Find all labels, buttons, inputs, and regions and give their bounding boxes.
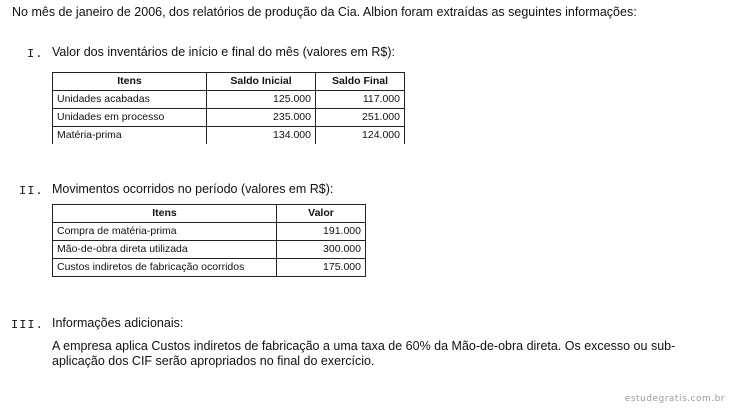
section-3-title: Informações adicionais: <box>52 316 184 330</box>
row-item: Compra de matéria-prima <box>53 223 277 241</box>
table-row <box>53 259 366 277</box>
table-header-row <box>53 205 366 223</box>
row-saldo-inicial: 125.000 <box>207 91 316 109</box>
header-saldo-final: Saldo Final <box>316 73 405 91</box>
movements-table <box>52 204 366 277</box>
row-item: Unidades em processo <box>53 109 207 127</box>
row-item: Custos indiretos de fabricação ocorridos <box>53 259 277 277</box>
row-saldo-final: 251.000 <box>316 109 405 127</box>
header-valor: Valor <box>277 205 366 223</box>
table-row <box>53 241 366 259</box>
section-1-title: Valor dos inventários de início e final do mês (valores em R$): <box>52 45 395 59</box>
table-row <box>53 109 405 127</box>
header-itens: Itens <box>53 73 207 91</box>
inventory-table <box>52 72 405 144</box>
table-row <box>53 223 366 241</box>
section-2-number: II. <box>19 184 44 198</box>
row-saldo-final: 124.000 <box>316 127 405 145</box>
section-3-number: III. <box>11 318 44 332</box>
header-itens: Itens <box>53 205 277 223</box>
row-item: Unidades acabadas <box>53 91 207 109</box>
table-row <box>53 127 405 145</box>
table-row <box>53 91 405 109</box>
intro-text: No mês de janeiro de 2006, dos relatórios de produção da Cia. Albion foram extraídas as seguintes informações: <box>12 5 637 19</box>
section-1-number: I. <box>27 47 44 61</box>
row-valor: 175.000 <box>277 259 366 277</box>
row-saldo-inicial: 134.000 <box>207 127 316 145</box>
header-saldo-inicial: Saldo Inicial <box>207 73 316 91</box>
watermark: estudegratis.com.br <box>624 394 725 404</box>
row-valor: 300.000 <box>277 241 366 259</box>
row-saldo-final: 117.000 <box>316 91 405 109</box>
row-item: Matéria-prima <box>53 127 207 145</box>
table-header-row <box>53 73 405 91</box>
section-2-title: Movimentos ocorridos no período (valores em R$): <box>52 182 334 196</box>
row-saldo-inicial: 235.000 <box>207 109 316 127</box>
additional-info-text: A empresa aplica Custos indiretos de fabricação a uma taxa de 60% da Mão-de-obra direta. Os excesso ou sub-aplicação dos CIF serão apropriados no final do exercício. <box>52 339 676 368</box>
row-item: Mão-de-obra direta utilizada <box>53 241 277 259</box>
row-valor: 191.000 <box>277 223 366 241</box>
